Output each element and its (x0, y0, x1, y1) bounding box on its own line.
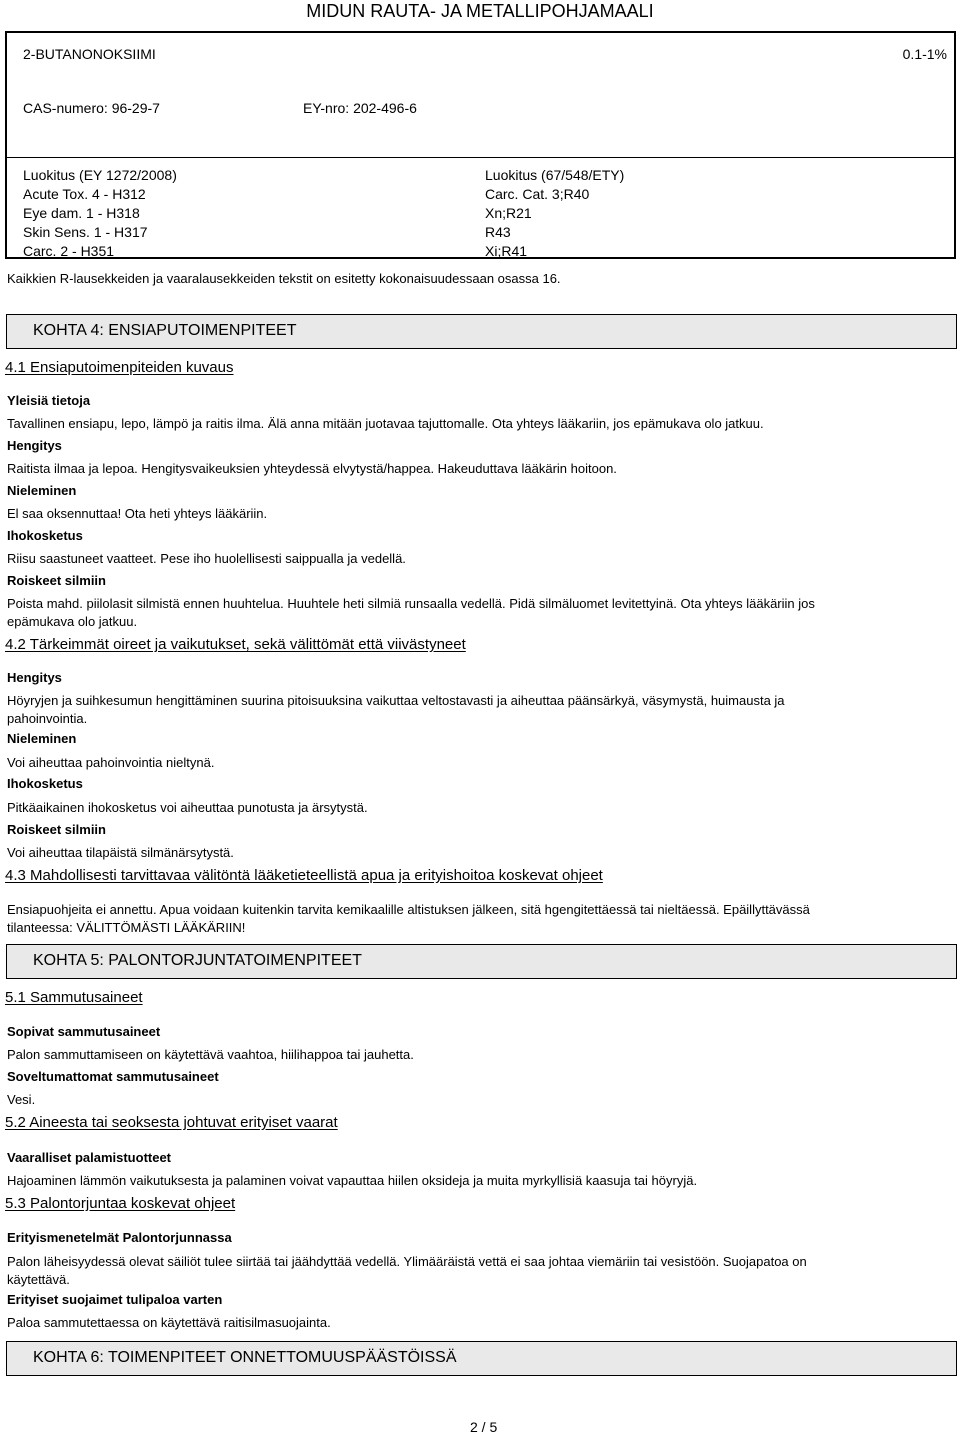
subsection-5-2: 5.2 Aineesta tai seoksesta johtuvat erityiset vaarat (5, 1114, 338, 1131)
general-heading: Yleisiä tietoja (7, 393, 91, 408)
clp-classification (23, 166, 177, 261)
ingestion2-text: Voi aiheuttaa pahoinvointia nieltynä. (7, 755, 215, 770)
subsection-4-3: 4.3 Mahdollisesti tarvittavaa välitöntä lääketieteellistä apua ja erityishoitoa koskevat ohjeet (5, 867, 603, 884)
eye-heading: Roiskeet silmiin (7, 573, 106, 588)
skin2-text: Pitkäaikainen ihokosketus voi aiheuttaa punotusta ja ärsytystä. (7, 800, 368, 815)
clp-line: Eye dam. 1 - H318 (23, 205, 140, 221)
inhalation-text: Raitista ilmaa ja lepoa. Hengitysvaikeuksien yhteydessä elvytystä/happea. Hakeuduttava lääkärin hoitoon. (7, 461, 617, 476)
special-methods-text-line1: Palon läheisyydessä olevat säiliöt tulee siirtää tai jäähdyttää vedellä. Ylimääräistä vettä ei saa johtaa viemäriin tai vesistöön. Suojapatoa on (7, 1254, 807, 1269)
section-5-header (6, 944, 957, 979)
subsection-4-1: 4.1 Ensiaputoimenpiteiden kuvaus (5, 359, 234, 376)
subsection-5-1: 5.1 Sammutusaineet (5, 989, 143, 1006)
dsd-line: R43 (485, 224, 511, 240)
general-text: Tavallinen ensiapu, lepo, lämpö ja raitis ilma. Älä anna mitään juotavaa tajuttomalle. Ota yhteys lääkariin, jos epämukava olo jatkuu. (7, 416, 764, 431)
subsection-4-2: 4.2 Tärkeimmät oireet ja vaikutukset, sekä välittömät että viivästyneet (5, 636, 466, 653)
clp-line: Acute Tox. 4 - H312 (23, 186, 146, 202)
page-number: 2 / 5 (470, 1419, 498, 1435)
protective-equipment-text: Paloa sammutettaessa on käytettävä raitisilmasuojainta. (7, 1315, 331, 1330)
section-6-title: KOHTA 6: TOIMENPITEET ONNETTOMUUSPÄÄSTÖISSÄ (33, 1349, 457, 1366)
skin2-heading: Ihokosketus (7, 776, 83, 791)
cas-number: CAS-numero: 96-29-7 (23, 100, 160, 116)
inhalation2-heading: Hengitys (7, 670, 62, 685)
combustion-products-heading: Vaaralliset palamistuotteet (7, 1150, 172, 1165)
dsd-line: Xn;R21 (485, 205, 532, 221)
ec-number: EY-nro: 202-496-6 (303, 100, 417, 116)
unsuitable-media-text: Vesi. (7, 1092, 36, 1107)
special-methods-heading: Erityismenetelmät Palontorjunnassa (7, 1230, 232, 1245)
special-methods-text-line2: käytettävä. (7, 1272, 70, 1287)
dsd-classification (485, 166, 624, 261)
inhalation-heading: Hengitys (7, 438, 62, 453)
table-divider (7, 157, 954, 158)
eye2-text: Voi aiheuttaa tilapäistä silmänärsytystä. (7, 845, 234, 860)
component-table (5, 31, 956, 259)
eye-text-line2: epämukava olo jatkuu. (7, 614, 138, 629)
clp-line: Luokitus (EY 1272/2008) (23, 167, 177, 183)
combustion-products-text: Hajoaminen lämmön vaikutuksesta ja palaminen voivat vapauttaa hiilen oksideja ja muita myrkyllisiä kaasuja tai höyryjä. (7, 1173, 698, 1188)
ingestion2-heading: Nieleminen (7, 731, 77, 746)
dsd-line: Carc. Cat. 3;R40 (485, 186, 590, 202)
dsd-line: Luokitus (67/548/ETY) (485, 167, 625, 183)
skin-heading: Ihokosketus (7, 528, 83, 543)
ingestion-heading: Nieleminen (7, 483, 77, 498)
clp-line: Carc. 2 - H351 (23, 243, 115, 259)
section-4-title: KOHTA 4: ENSIAPUTOIMENPITEET (33, 322, 297, 339)
section-6-header (6, 1341, 957, 1376)
section-4-header (6, 314, 957, 349)
subsection-5-3: 5.3 Palontorjuntaa koskevat ohjeet (5, 1195, 236, 1212)
dsd-line: Xi;R41 (485, 243, 528, 259)
eye2-heading: Roiskeet silmiin (7, 822, 106, 837)
medical-aid-text-line1: Ensiapuohjeita ei annettu. Apua voidaan kuitenkin tarvita kemikaalille altistuksen jälkeen, sitä hgengitettäessä tai nieltäessä. Epäillyttävässä (7, 902, 810, 917)
suitable-media-heading: Sopivat sammutusaineet (7, 1024, 161, 1039)
inhalation2-text-line2: pahoinvointia. (7, 711, 88, 726)
protective-equipment-heading: Erityiset suojaimet tulipaloa varten (7, 1292, 223, 1307)
section-5-title: KOHTA 5: PALONTORJUNTATOIMENPITEET (33, 952, 362, 969)
component-name: 2-BUTANONOKSIIMI (23, 46, 156, 62)
eye-text-line1: Poista mahd. piilolasit silmistä ennen huuhtelua. Huuhtele heti silmiä runsaalla vedellä. Pidä silmäluomet levitettyinä. Ota yhteys lääkäriin jos (7, 596, 815, 611)
clp-line: Skin Sens. 1 - H317 (23, 224, 148, 240)
suitable-media-text: Palon sammuttamiseen on käytettävä vaahtoa, hiilihappoa tai jauhetta. (7, 1047, 414, 1062)
document-header-company: MIDUN RAUTA- JA METALLIPOHJAMAALI (306, 1, 654, 21)
section16-note: Kaikkien R-lausekkeiden ja vaaralausekkeiden tekstit on esitetty kokonaisuudessaan osassa 16. (7, 271, 561, 286)
component-concentration: 0.1-1% (902, 46, 947, 62)
medical-aid-text-line2: tilanteessa: VÄLITTÖMÄSTI LÄÄKÄRIIN! (7, 920, 246, 935)
skin-text: Riisu saastuneet vaatteet. Pese iho huolellisesti saippualla ja vedellä. (7, 551, 406, 566)
inhalation2-text-line1: Höyryjen ja suihkesumun hengittäminen suurina pitoisuuksina vaikuttaa veltostavasti ja aiheuttaa päänsärkyä, väsymystä, huimausta ja (7, 693, 785, 708)
unsuitable-media-heading: Soveltumattomat sammutusaineet (7, 1069, 219, 1084)
ingestion-text: El saa oksennuttaa! Ota heti yhteys lääkäriin. (7, 506, 268, 521)
